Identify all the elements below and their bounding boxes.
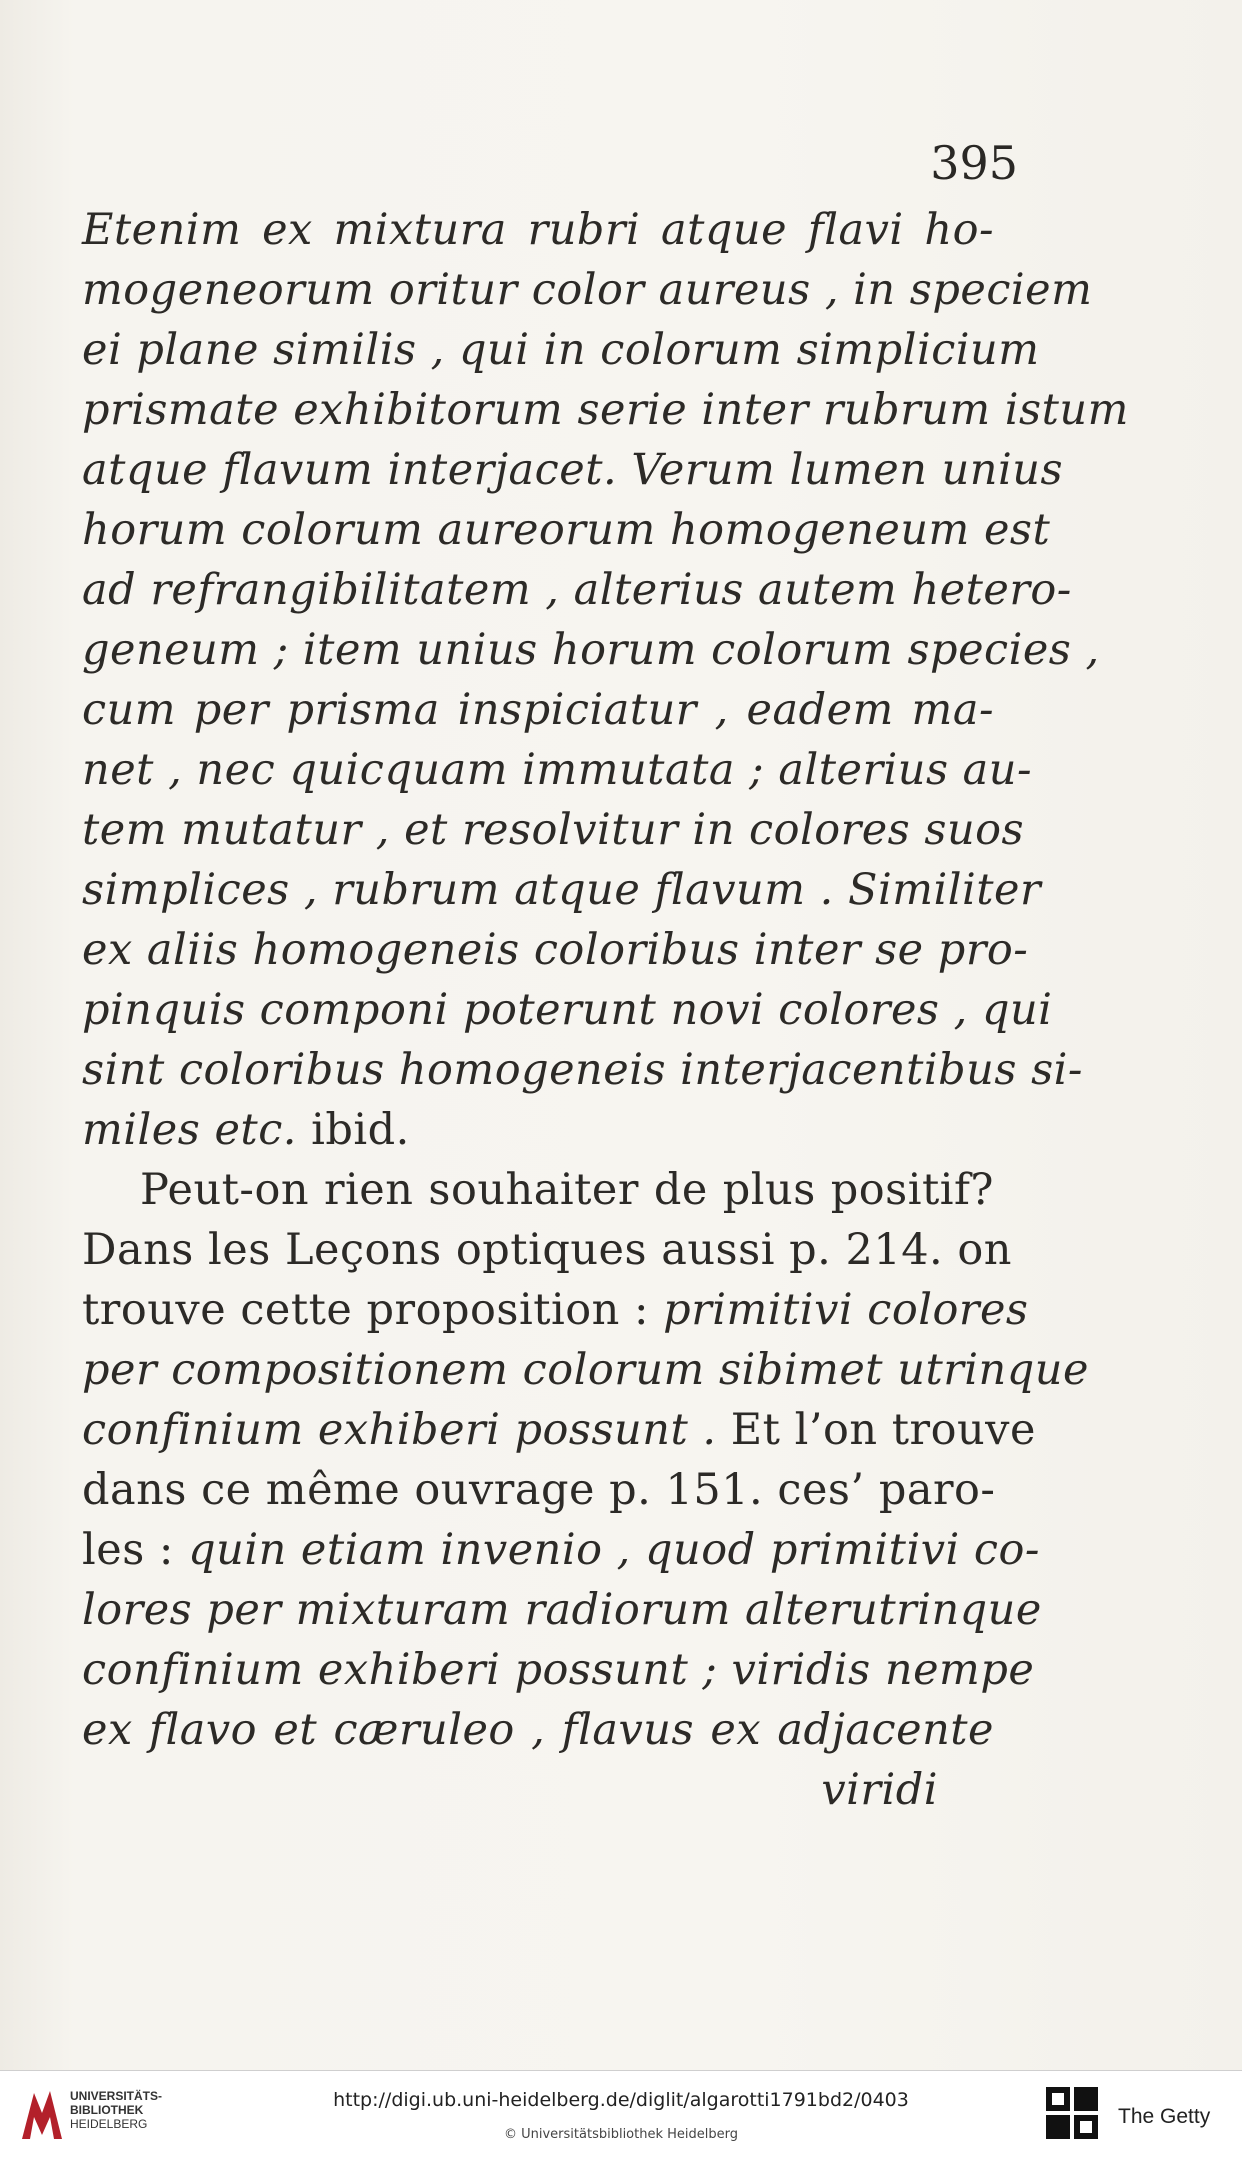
text-span: miles etc. bbox=[82, 1105, 297, 1155]
text-span: simplices , rubrum atque flavum . Similiter bbox=[82, 865, 1042, 915]
library-name-line2: BIBLIOTHEK bbox=[70, 2103, 144, 2117]
text-span: viridi bbox=[821, 1765, 938, 1815]
text-line bbox=[82, 1700, 994, 1760]
text-span: ibid. bbox=[296, 1105, 410, 1155]
text-span: geneum ; item unius horum colorum species , bbox=[82, 625, 1100, 675]
text-line bbox=[82, 1160, 994, 1220]
text-span: trouve cette proposition : bbox=[82, 1285, 664, 1335]
text-span: ei plane similis , qui in colorum simplicium bbox=[82, 325, 1040, 375]
text-span: lores per mixturam radiorum alterutrinque bbox=[82, 1585, 1042, 1635]
text-span: confinium exhiberi possunt ; viridis nempe bbox=[82, 1645, 1035, 1695]
text-span: prismate exhibitorum serie inter rubrum istum bbox=[82, 385, 1129, 435]
text-span: cum per prisma inspiciatur , eadem ma- bbox=[82, 685, 994, 735]
text-span: net , nec quicquam immutata ; alterius au- bbox=[82, 745, 1033, 795]
text-span: pinquis componi poterunt novi colores , qui bbox=[82, 985, 1053, 1035]
text-span: ad refrangibilitatem , alterius autem hetero- bbox=[82, 565, 1072, 615]
text-line bbox=[82, 860, 1042, 920]
text-span: confinium exhiberi possunt . bbox=[82, 1405, 717, 1455]
permalink-url[interactable]: http://digi.ub.uni-heidelberg.de/diglit/algarotti1791bd2/0403 bbox=[333, 2089, 909, 2111]
getty-logo-icon bbox=[1044, 2083, 1100, 2147]
text-line bbox=[82, 980, 1053, 1040]
text-line bbox=[82, 1220, 1012, 1280]
text-span: tem mutatur , et resolvitur in colores suos bbox=[82, 805, 1025, 855]
text-line bbox=[82, 500, 1051, 560]
getty-label: The Getty bbox=[1118, 2105, 1211, 2128]
text-line bbox=[82, 1400, 1036, 1460]
text-line bbox=[82, 1100, 994, 1160]
text-line bbox=[82, 320, 1040, 380]
text-span: les : bbox=[82, 1525, 189, 1575]
text-line bbox=[82, 740, 1033, 800]
text-span: ex aliis homogeneis coloribus inter se pro- bbox=[82, 925, 1029, 975]
text-span: sint coloribus homogeneis interjacentibus si- bbox=[82, 1045, 1083, 1095]
text-span: horum colorum aureorum homogeneum est bbox=[82, 505, 1051, 555]
text-line bbox=[82, 1640, 1035, 1700]
text-span: quin etiam invenio , quod primitivi co- bbox=[188, 1525, 1040, 1575]
text-line bbox=[82, 200, 994, 260]
text-line bbox=[82, 380, 1129, 440]
text-line bbox=[82, 800, 1025, 860]
text-line bbox=[82, 680, 994, 740]
text-span: Peut-on rien souhaiter de plus positif? bbox=[140, 1165, 994, 1215]
body-text bbox=[82, 200, 1129, 1820]
text-span: dans ce même ouvrage p. 151. ces’ paro- bbox=[82, 1465, 996, 1515]
text-span: mogeneorum oritur color aureus , in speciem bbox=[82, 265, 1093, 315]
text-span: atque flavum interjacet. Verum lumen unius bbox=[82, 445, 1064, 495]
footer-bar bbox=[0, 2070, 1242, 2159]
text-line bbox=[82, 920, 1029, 980]
text-line bbox=[82, 620, 1100, 680]
copyright-notice: © Universitätsbibliothek Heidelberg bbox=[503, 2127, 738, 2142]
text-span: Dans les Leçons optiques aussi p. 214. on bbox=[82, 1225, 1012, 1275]
text-span: ex flavo et cæruleo , flavus ex adjacente bbox=[82, 1705, 994, 1755]
text-span: per compositionem colorum sibimet utrinque bbox=[82, 1345, 1089, 1395]
text-span: Et l’on trouve bbox=[716, 1405, 1036, 1455]
text-line bbox=[82, 1040, 1083, 1100]
text-line bbox=[82, 560, 1072, 620]
text-line bbox=[82, 1460, 994, 1520]
library-name-line3: HEIDELBERG bbox=[70, 2117, 148, 2131]
text-span: primitivi colores bbox=[663, 1285, 1029, 1335]
text-line bbox=[82, 440, 1064, 500]
text-span: Etenim ex mixtura rubri atque flavi ho- bbox=[82, 205, 994, 255]
library-name-line1: UNIVERSITÄTS- bbox=[70, 2089, 163, 2103]
text-line bbox=[82, 260, 1093, 320]
catchword bbox=[82, 1760, 994, 1820]
text-line bbox=[82, 1340, 1089, 1400]
page-number: 395 bbox=[930, 136, 1018, 190]
text-line bbox=[82, 1580, 1042, 1640]
text-line bbox=[82, 1280, 1029, 1340]
text-line bbox=[82, 1520, 1040, 1580]
